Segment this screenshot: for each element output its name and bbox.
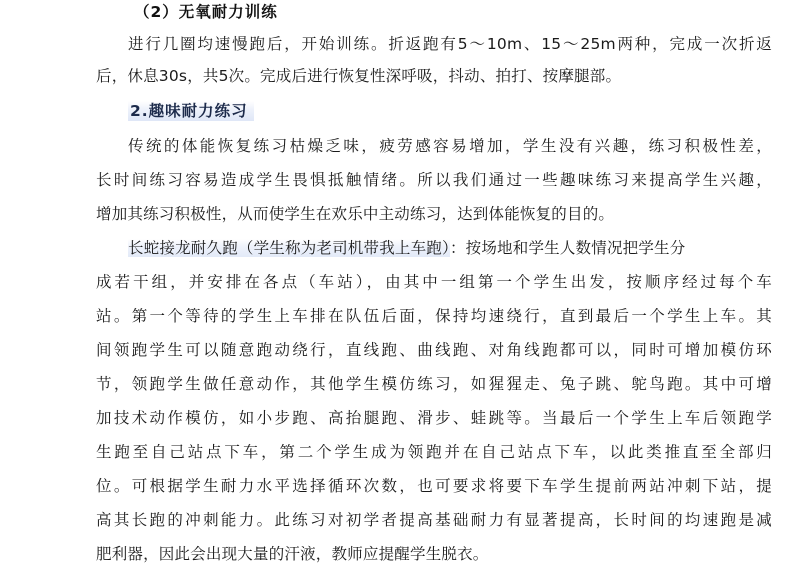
section-heading-anaerobic: （2）无氧耐力训练	[134, 3, 278, 21]
paragraph-line: 长时间练习容易造成学生畏惧抵触情绪。所以我们通过一些趣味练习来提高学生兴趣，	[96, 171, 772, 189]
paragraph-line: 站。第一个等待的学生上车排在队伍后面，保持均速绕行，直到最后一个学生上车。其	[96, 307, 772, 325]
paragraph-line: 间领跑学生可以随意跑动绕行，直线跑、曲线跑、对角线跑都可以，同时可增加模仿环	[96, 341, 772, 359]
paragraph-line: 节，领跑学生做任意动作，其他学生模仿练习，如猩猩走、兔子跳、鸵鸟跑。其中可增	[96, 375, 772, 393]
paragraph-line: 传统的体能恢复练习枯燥乏味，疲劳感容易增加，学生没有兴趣，练习积极性差，	[128, 137, 772, 155]
paragraph-line: 肥利器，因此会出现大量的汗液，教师应提醒学生脱衣。	[96, 545, 489, 563]
section-heading-fun-endurance: 2.趣味耐力练习	[128, 101, 254, 121]
paragraph-line: 高其长跑的冲刺能力。此练习对初学者提高基础耐力有显著提高，长时间的均速跑是减	[96, 511, 772, 529]
paragraph-line-first	[128, 238, 772, 258]
paragraph-line: 增加其练习积极性，从而使学生在欢乐中主动练习，达到体能恢复的目的。	[96, 205, 615, 223]
paragraph-line: 生跑至自己站点下车，第二个学生成为领跑并在自己站点下车，以此类推直至全部归	[96, 443, 772, 461]
paragraph-line: 位。可根据学生耐力水平选择循环次数，也可要求将要下车学生提前两站冲刺下站，提	[96, 477, 772, 495]
paragraph-line: 进行几圈均速慢跑后，开始训练。折返跑有5～10m、15～25m两种，完成一次折返	[128, 35, 772, 53]
paragraph-line: 加技术动作模仿，如小步跑、高抬腿跑、滑步、蛙跳等。当最后一个学生上车后领跑学	[96, 409, 772, 427]
paragraph-text: ：按场地和学生人数情况把学生分	[449, 239, 686, 257]
exercise-title-highlight: 长蛇接龙耐久跑（学生称为老司机带我上车跑）	[128, 239, 450, 257]
paragraph-line: 成若干组，并安排在各点（车站），由其中一组第一个学生出发，按顺序经过每个车	[96, 273, 772, 291]
paragraph-line: 后，休息30s，共5次。完成后进行恢复性深呼吸，抖动、拍打、按摩腿部。	[96, 67, 622, 85]
